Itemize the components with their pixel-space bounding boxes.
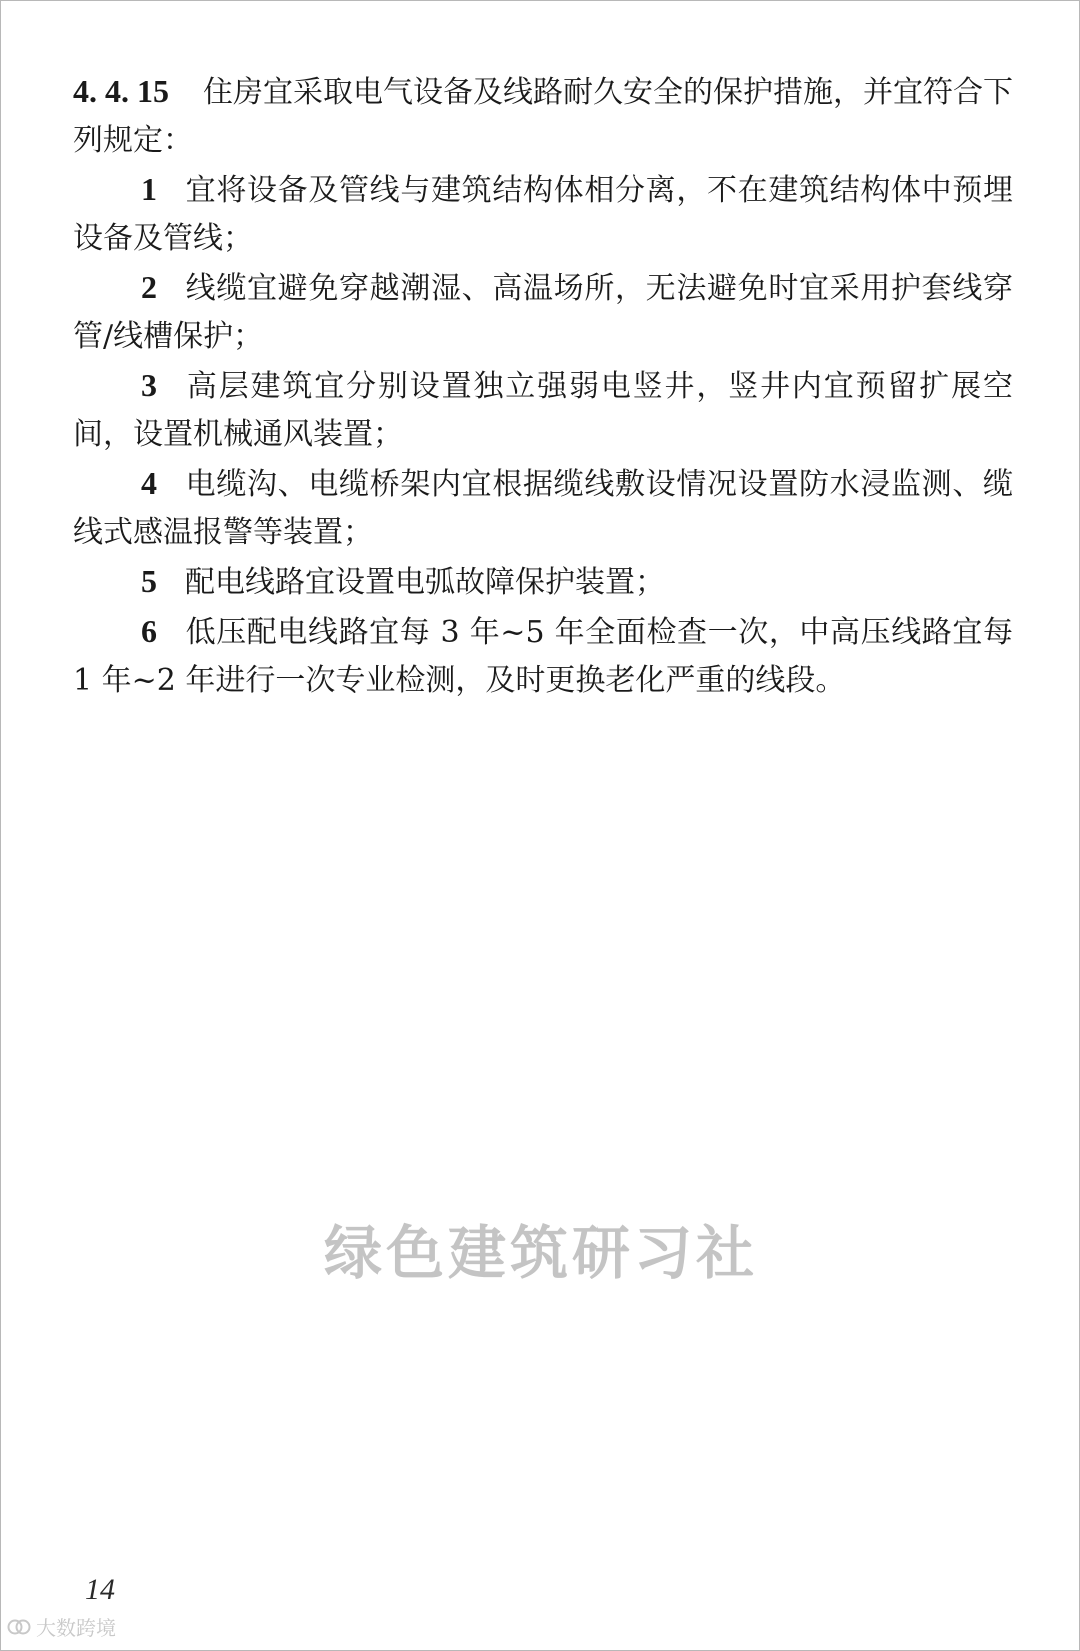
list-item: [73, 557, 1013, 607]
list-item: [73, 361, 1013, 459]
item-number: 1: [141, 171, 157, 207]
clause-content: [73, 67, 1013, 705]
page-number: 14: [85, 1573, 115, 1606]
clause-number: 4. 4. 15: [73, 73, 169, 109]
list-item: [73, 263, 1013, 361]
list-item: [73, 459, 1013, 557]
list-item: [73, 165, 1013, 263]
item-number: 6: [141, 613, 157, 649]
clause-paragraph: [73, 67, 1013, 165]
item-text: 低压配电线路宜每 3 年~5 年全面检查一次，中高压线路宜每 1 年~2 年进行一次专业检测，及时更换老化严重的线段。: [73, 615, 1013, 698]
item-text: 宜将设备及管线与建筑结构体相分离，不在建筑结构体中预埋设备及管线；: [73, 173, 1013, 256]
logo-icon: [6, 1616, 32, 1638]
item-text: 配电线路宜设置电弧故障保护装置；: [185, 565, 665, 600]
item-number: 4: [141, 465, 157, 501]
item-number: 5: [141, 563, 157, 599]
clause-text: 住房宜采取电气设备及线路耐久安全的保护措施，并宜符合下列规定：: [73, 75, 1013, 158]
item-text: 高层建筑宜分别设置独立强弱电竖井，竖井内宜预留扩展空间，设置机械通风装置；: [73, 369, 1013, 452]
source-watermark: [6, 1612, 116, 1641]
item-number: 3: [141, 367, 157, 403]
list-item: [73, 607, 1013, 705]
watermark: 绿色建筑研习社: [323, 1219, 758, 1287]
item-text: 电缆沟、电缆桥架内宜根据缆线敷设情况设置防水浸监测、缆线式感温报警等装置；: [73, 467, 1013, 550]
item-number: 2: [141, 269, 157, 305]
item-text: 线缆宜避免穿越潮湿、高温场所，无法避免时宜采用护套线穿管/线槽保护；: [73, 271, 1013, 354]
source-watermark-text: 大数跨境: [36, 1616, 116, 1640]
